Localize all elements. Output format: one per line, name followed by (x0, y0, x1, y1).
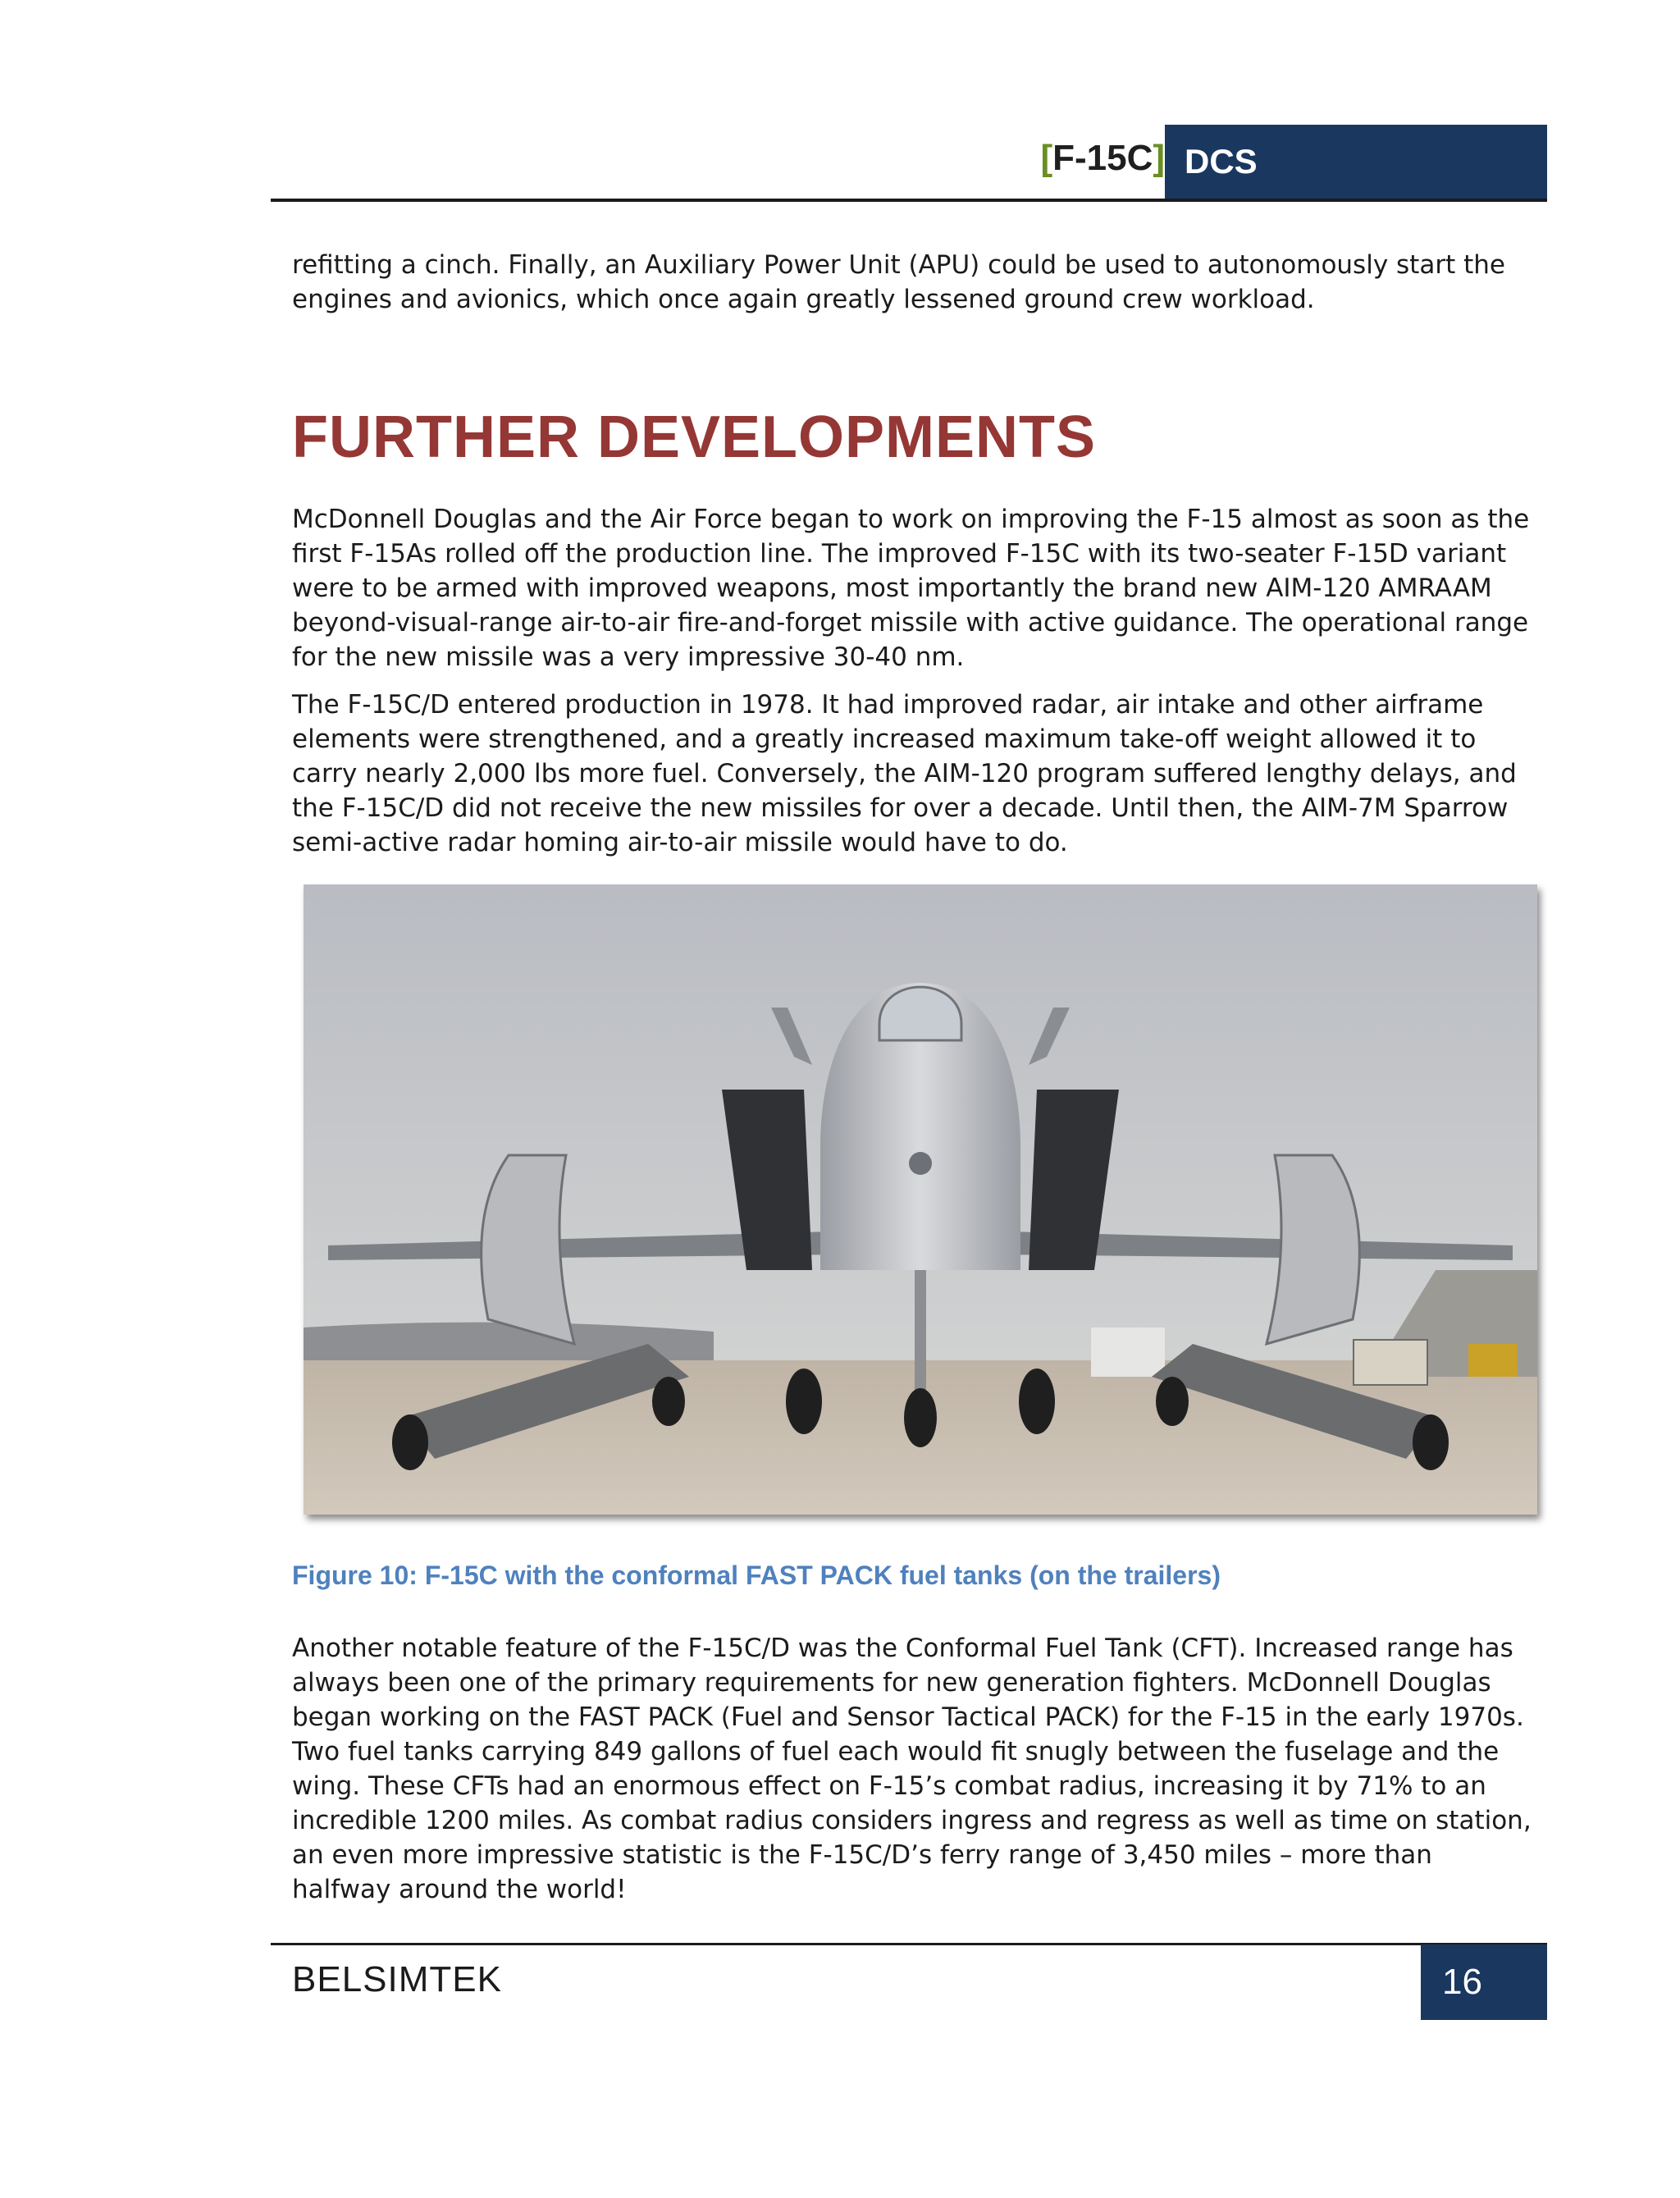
header-badge: DCS (1165, 125, 1547, 199)
document-header-title (1017, 138, 1165, 179)
footer-divider (271, 1943, 1547, 1945)
main-gear-wheel-left (786, 1369, 822, 1434)
section-paragraph-2: The F-15C/D entered production in 1978. It had improved radar, air intake and other airframe elements were strengthened, and a greatly increased maximum take-off weight allowed it to carry nearly 2,000 lbs more fuel. Conversely, the AIM-120 program suffered lengthy delays, and the F-15C/D did not receive the new missiles for over a decade. Until then, the AIM-7M Sparrow semi-active radar homing air-to-air missile would have to do. (292, 690, 1517, 857)
footer-company: BELSIMTEK (292, 1959, 502, 1999)
f15c-fast-pack-illustration (304, 884, 1537, 1515)
page-number: 16 (1421, 1944, 1547, 2020)
header-bracket-open: [ (1040, 138, 1053, 178)
nose-gear-strut (915, 1270, 926, 1393)
main-gear-wheel-right (1019, 1369, 1055, 1434)
header-aircraft-name: F-15C (1052, 138, 1153, 178)
closing-paragraph: Another notable feature of the F-15C/D was the Conformal Fuel Tank (CFT). Increased range has always been one of the primary requirements for new generation fighters. McDonnell Douglas began working on the FAST PACK (Fuel and Sensor Tactical PACK) for the F-15 in the early 1970s. Two fuel tanks carrying 849 gallons of fuel each would fit snugly between the fuselage and the wing. These CFTs had an enormous effect on F-15’s combat radius, increasing it by 71% to an incredible 1200 miles. As combat radius considers ingress and regress as well as time on station, an even more impressive statistic is the F-15C/D’s ferry range of 3,450 miles – more than halfway around the world! (292, 1634, 1532, 1904)
header-bracket-close: ] (1153, 138, 1165, 178)
building (1091, 1327, 1165, 1377)
trailer-wheel (392, 1414, 428, 1470)
cft-left (482, 1155, 574, 1344)
cft-right (1267, 1155, 1359, 1344)
section-paragraph-1: McDonnell Douglas and the Air Force began to work on improving the F-15 almost as soon as the first F-15As rolled off the production line. The improved F-15C with its two-seater F-15D variant were to be armed with improved weapons, most importantly the brand new AIM-120 AMRAAM beyond-visual-range air-to-air fire-and-forget missile with active guidance. The operational range for the new missile was a very impressive 30-40 nm. (292, 505, 1530, 672)
tug-vehicle (1468, 1344, 1518, 1377)
trailer-wheel (1413, 1414, 1449, 1470)
guard-booth (1354, 1340, 1427, 1385)
trailer-wheel (1156, 1377, 1189, 1426)
radome-tip (909, 1152, 932, 1175)
section-heading: FURTHER DEVELOPMENTS (292, 404, 1097, 470)
figure-photo (304, 884, 1537, 1515)
intro-paragraph: refitting a cinch. Finally, an Auxiliary Power Unit (APU) could be used to autonomously start the engines and avionics, which once again greatly lessened ground crew workload. (292, 250, 1505, 314)
figure-caption: Figure 10: F-15C with the conformal FAST PACK fuel tanks (on the trailers) (292, 1561, 1221, 1590)
nose-gear-wheel (904, 1388, 937, 1447)
header-divider (271, 199, 1547, 202)
trailer-wheel (652, 1377, 685, 1426)
